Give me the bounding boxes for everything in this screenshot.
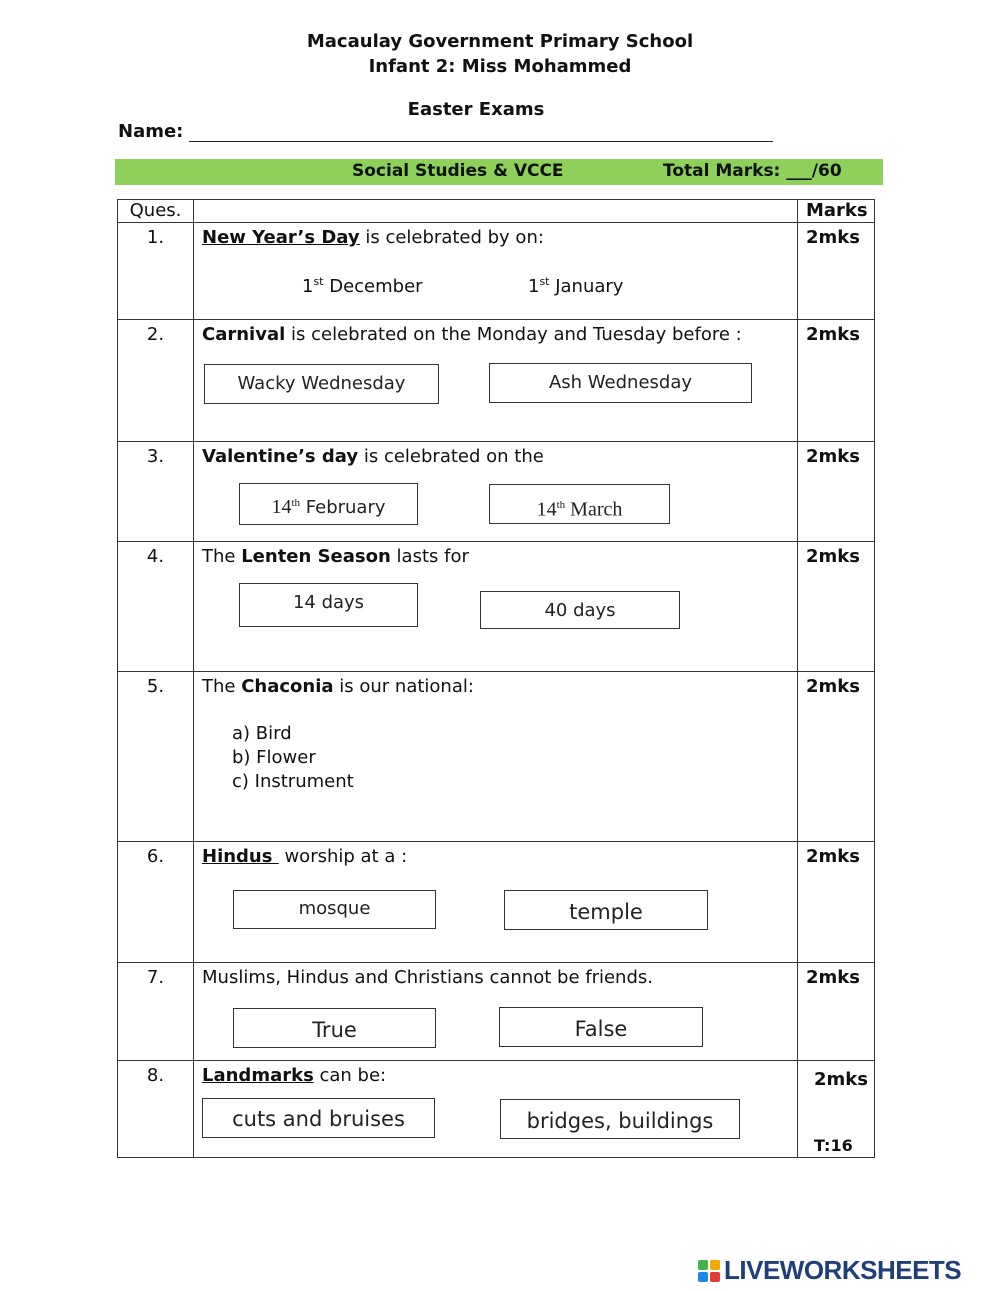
option-flower[interactable]: b) Flower <box>232 747 316 768</box>
question-text: Hindus worship at a : <box>202 846 408 867</box>
option-14th-february[interactable]: 14th February <box>239 483 418 525</box>
table-row <box>118 672 875 842</box>
option-wacky-wednesday[interactable]: Wacky Wednesday <box>204 364 439 404</box>
question-marks: 2mks T:16 <box>798 1061 875 1158</box>
question-cell <box>194 1061 798 1158</box>
ques-header: Ques. <box>118 200 194 223</box>
question-cell <box>194 963 798 1061</box>
question-text: The Lenten Season lasts for <box>202 546 469 567</box>
question-cell <box>194 672 798 842</box>
option-bridges-buildings[interactable]: bridges, buildings <box>500 1099 740 1139</box>
question-marks: 2mks <box>798 320 875 442</box>
table-row <box>118 963 875 1061</box>
option-ash-wednesday[interactable]: Ash Wednesday <box>489 363 752 403</box>
question-text: New Year’s Day is celebrated by on: <box>202 227 544 248</box>
option-instrument[interactable]: c) Instrument <box>232 771 354 792</box>
question-number: 4. <box>118 542 194 672</box>
questions-table <box>117 199 875 1158</box>
question-number: 3. <box>118 442 194 542</box>
question-marks: 2mks <box>798 842 875 963</box>
table-row <box>118 320 875 442</box>
option-mosque[interactable]: mosque <box>233 890 436 929</box>
subject-banner <box>115 159 883 185</box>
question-marks: 2mks <box>798 542 875 672</box>
options-list <box>232 722 354 794</box>
liveworksheets-logo-icon <box>698 1260 720 1282</box>
table-row <box>118 223 875 320</box>
question-number: 6. <box>118 842 194 963</box>
table-header-row <box>118 200 875 223</box>
marks-header: Marks <box>798 200 875 223</box>
option-cuts-and-bruises[interactable]: cuts and bruises <box>202 1098 435 1138</box>
question-cell <box>194 223 798 320</box>
class-teacher: Infant 2: Miss Mohammed <box>368 56 632 77</box>
option-true[interactable]: True <box>233 1008 436 1048</box>
question-text: Valentine’s day is celebrated on the <box>202 446 544 467</box>
option-40-days[interactable]: 40 days <box>480 591 680 629</box>
subject-title: Social Studies & VCCE <box>352 161 564 181</box>
option-14th-march[interactable]: 14th March <box>489 484 670 524</box>
question-text: Landmarks can be: <box>202 1065 387 1086</box>
question-text: Muslims, Hindus and Christians cannot be friends. <box>202 967 653 988</box>
table-row <box>118 542 875 672</box>
table-row <box>118 442 875 542</box>
question-marks: 2mks <box>798 963 875 1061</box>
exam-title: Easter Exams <box>407 99 545 120</box>
name-label: Name: <box>118 121 184 142</box>
question-marks: 2mks <box>798 442 875 542</box>
option-false[interactable]: False <box>499 1007 703 1047</box>
question-number: 5. <box>118 672 194 842</box>
question-number: 8. <box>118 1061 194 1158</box>
question-number: 2. <box>118 320 194 442</box>
question-text: The Chaconia is our national: <box>202 676 474 697</box>
question-text: Carnival is celebrated on the Monday and Tuesday before : <box>202 324 742 345</box>
school-name: Macaulay Government Primary School <box>306 31 694 52</box>
question-header-blank <box>194 200 798 223</box>
option-bird[interactable]: a) Bird <box>232 723 292 744</box>
table-row <box>118 842 875 963</box>
question-cell <box>194 542 798 672</box>
total-marks: Total Marks: ___/60 <box>663 161 842 181</box>
question-cell <box>194 320 798 442</box>
section-total: T:16 <box>814 1136 853 1155</box>
liveworksheets-logo-text: LIVEWORKSHEETS <box>724 1255 962 1285</box>
table-row <box>118 1061 875 1158</box>
option-1-december[interactable]: 1st December <box>302 275 423 297</box>
name-input-line[interactable] <box>189 141 773 142</box>
option-temple[interactable]: temple <box>504 890 708 930</box>
question-marks: 2mks <box>798 672 875 842</box>
question-cell <box>194 442 798 542</box>
option-1-january[interactable]: 1st January <box>528 275 624 297</box>
question-number: 7. <box>118 963 194 1061</box>
option-14-days[interactable]: 14 days <box>239 583 418 627</box>
question-marks: 2mks <box>798 223 875 320</box>
question-cell <box>194 842 798 963</box>
question-number: 1. <box>118 223 194 320</box>
